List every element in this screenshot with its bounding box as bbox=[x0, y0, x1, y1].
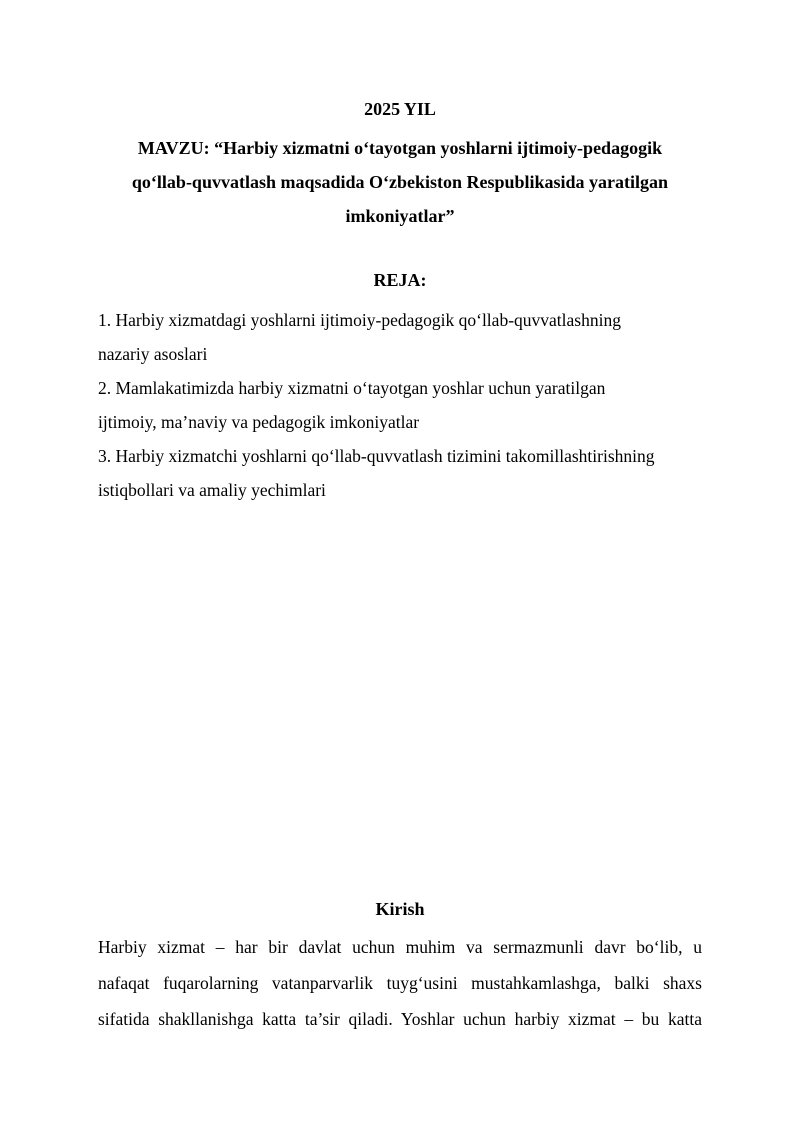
document-year: 2025 YIL bbox=[364, 99, 436, 119]
plan-item-line: ijtimoiy, ma’naviy va pedagogik imkoniyatlar bbox=[98, 412, 420, 432]
intro-line: nafaqat fuqarolarning vatanparvarlik tuyg‘usini mustahkamlashga, balki shaxs bbox=[98, 973, 702, 993]
plan-item-line: istiqbollari va amaliy yechimlari bbox=[98, 480, 326, 500]
plan-item bbox=[98, 371, 708, 439]
intro-line: Harbiy xizmat – har bir davlat uchun muhim va sermazmunli davr bo‘lib, u bbox=[98, 937, 702, 957]
plan-list bbox=[98, 303, 708, 507]
intro-paragraph bbox=[98, 929, 702, 1037]
intro-title: Kirish bbox=[375, 899, 425, 919]
plan-item-line: 3. Harbiy xizmatchi yoshlarni qo‘llab-quvvatlash tizimini takomillashtirishning bbox=[98, 446, 655, 466]
topic-line: imkoniyatlar” bbox=[345, 206, 455, 226]
plan-item bbox=[98, 439, 708, 507]
document-topic bbox=[100, 131, 700, 233]
intro-line: sifatida shakllanishga katta ta’sir qiladi. Yoshlar uchun harbiy xizmat – bu katta bbox=[98, 1009, 702, 1029]
plan-item-line: nazariy asoslari bbox=[98, 344, 208, 364]
topic-line: MAVZU: “Harbiy xizmatni o‘tayotgan yoshlarni ijtimoiy-pedagogik bbox=[137, 138, 663, 158]
plan-item-line: 2. Mamlakatimizda harbiy xizmatni o‘tayotgan yoshlar uchun yaratilgan bbox=[98, 378, 606, 398]
plan-item-line: 1. Harbiy xizmatdagi yoshlarni ijtimoiy-pedagogik qo‘llab-quvvatlashning bbox=[98, 310, 621, 330]
plan-title: REJA: bbox=[373, 270, 427, 290]
topic-line: qo‘llab-quvvatlash maqsadida O‘zbekiston Respublikasida yaratilgan bbox=[131, 172, 669, 192]
plan-item bbox=[98, 303, 708, 371]
